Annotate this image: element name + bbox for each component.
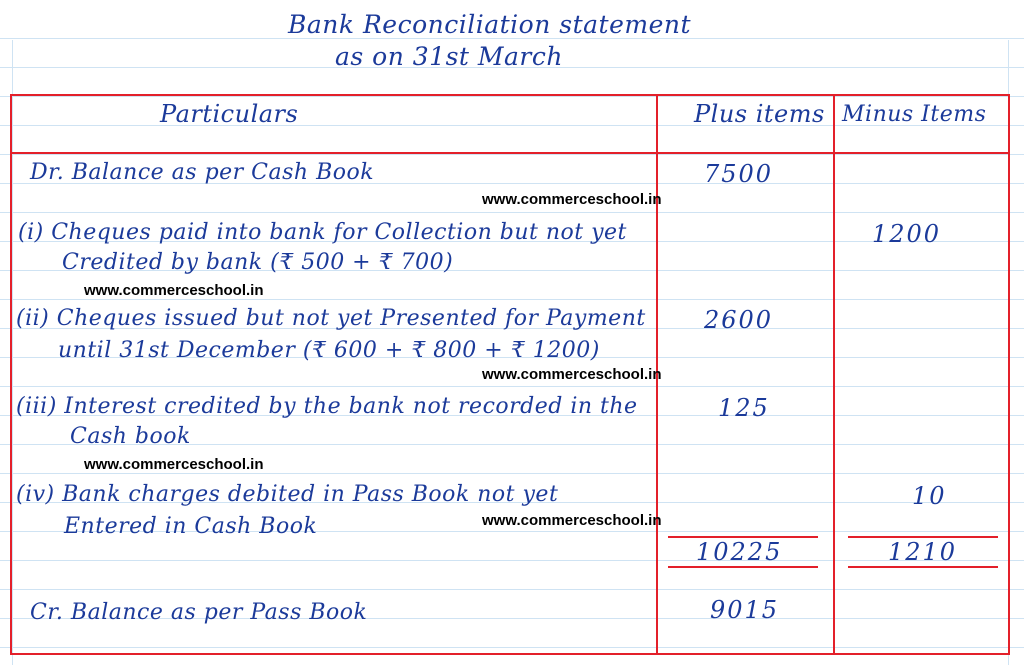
plus-total: 10225: [696, 538, 783, 566]
row-cheques-collection-minus: 1200: [872, 220, 942, 248]
row-cheques-collection-line1: (i) Cheques paid into bank for Collection but not yet: [18, 220, 627, 245]
watermark-text: www.commerceschool.in: [482, 191, 662, 208]
header-plus-items: Plus items: [694, 100, 825, 128]
page-subtitle: as on 31st March: [335, 42, 563, 71]
watermark-text: www.commerceschool.in: [84, 282, 264, 299]
column-divider-minus: [833, 94, 835, 655]
plus-total-rule-bottom: [668, 566, 818, 568]
watermark-text: www.commerceschool.in: [482, 366, 662, 383]
minus-total-rule-bottom: [848, 566, 998, 568]
row-cash-book-balance-plus: 7500: [704, 160, 774, 188]
page-title: Bank Reconciliation statement: [288, 10, 692, 39]
row-cheques-issued-line2: until 31st December (₹ 600 + ₹ 800 + ₹ 1200): [58, 338, 600, 363]
minus-total: 1210: [888, 538, 958, 566]
row-interest-credited-line1: (iii) Interest credited by the bank not recorded in the: [16, 394, 638, 419]
header-minus-items: Minus Items: [842, 102, 987, 127]
header-particulars: Particulars: [160, 100, 299, 128]
row-interest-credited-plus: 125: [718, 394, 770, 422]
row-cash-book-balance-label: Dr. Balance as per Cash Book: [30, 160, 375, 185]
row-cheques-issued-line1: (ii) Cheques issued but not yet Presented for Payment: [16, 306, 646, 331]
row-interest-credited-line2: Cash book: [70, 424, 191, 449]
header-divider: [10, 152, 1010, 154]
row-cheques-issued-plus: 2600: [704, 306, 774, 334]
row-bank-charges-minus: 10: [912, 482, 947, 510]
watermark-text: www.commerceschool.in: [482, 512, 662, 529]
row-bank-charges-line1: (iv) Bank charges debited in Pass Book not yet: [16, 482, 559, 507]
watermark-text: www.commerceschool.in: [84, 456, 264, 473]
row-pass-book-balance-label: Cr. Balance as per Pass Book: [30, 600, 368, 625]
row-bank-charges-line2: Entered in Cash Book: [64, 514, 318, 539]
row-pass-book-balance-plus: 9015: [710, 596, 780, 624]
row-cheques-collection-line2: Credited by bank (₹ 500 + ₹ 700): [62, 250, 454, 275]
